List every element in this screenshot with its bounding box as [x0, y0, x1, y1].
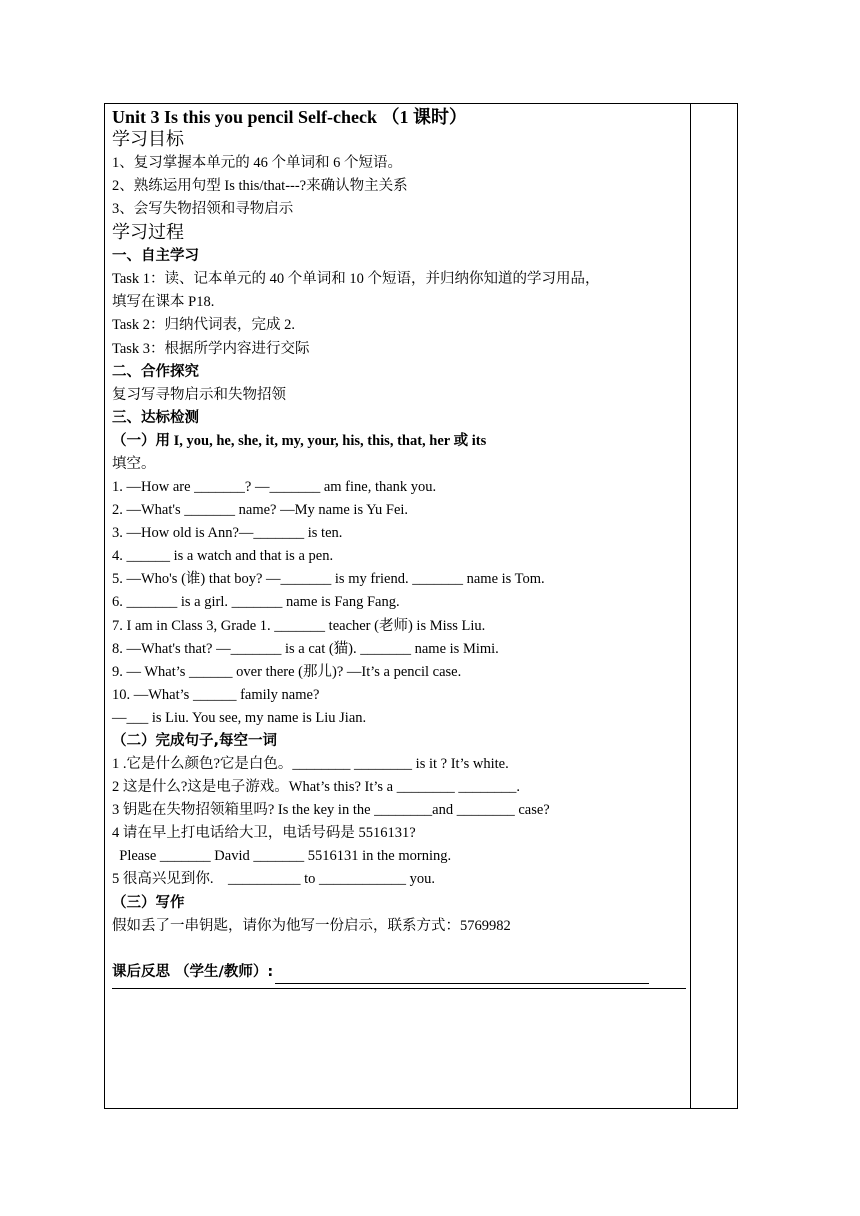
- section1-heading: 一、自主学习: [112, 248, 199, 265]
- reflection-row: [112, 960, 686, 984]
- goal-item: 3、会写失物招领和寻物启示: [112, 201, 294, 218]
- exercise-item: 9. — What’s ______ over there (那儿)? —It’s a pencil case.: [112, 663, 462, 680]
- part1-heading: （一）用 I, you, he, she, it, my, your, his, this, that, her 或 its: [112, 432, 487, 449]
- page-title: Unit 3 Is this you pencil Self-check （1 课时）: [112, 107, 468, 127]
- exercise-item: 8. —What's that? —_______ is a cat (猫). _______ name is Mimi.: [112, 640, 499, 657]
- exercise-item: 5. —Who's (谁) that boy? —_______ is my friend. _______ name is Tom.: [112, 571, 545, 588]
- sentence-item: 4 请在早上打电话给大卫，电话号码是 5516131?: [112, 825, 416, 842]
- sentence-item: 2 这是什么?这是电子游戏。What’s this? It’s a ________ ________.: [112, 779, 520, 796]
- part2-heading: （二）完成句子,每空一词: [112, 732, 278, 749]
- section3-heading: 三、达标检测: [112, 409, 199, 426]
- part1-instruction: 填空。: [112, 455, 156, 472]
- exercise-item: 7. I am in Class 3, Grade 1. _______ teacher (老师) is Miss Liu.: [112, 617, 486, 634]
- reflection-blank-line[interactable]: [275, 967, 649, 984]
- task-line: Task 2：归纳代词表，完成 2.: [112, 317, 296, 334]
- sentence-item: 5 很高兴见到你. __________ to ____________ you.: [112, 871, 436, 888]
- exercise-item: 6. _______ is a girl. _______ name is Fang Fang.: [112, 594, 400, 611]
- exercise-item: 10. —What’s ______ family name?: [112, 686, 320, 703]
- part3-text: 假如丢了一串钥匙，请你为他写一份启示，联系方式：5769982: [112, 917, 511, 934]
- task-line: 填写在课本 P18.: [112, 294, 215, 311]
- section2-text: 复习写寻物启示和失物招领: [112, 386, 286, 403]
- exercise-item: 1. —How are _______? —_______ am fine, thank you.: [112, 478, 437, 495]
- sentence-item: Please _______ David _______ 5516131 in the morning.: [112, 848, 452, 865]
- task-line: Task 1：读、记本单元的 40 个单词和 10 个短语，并归纳你知道的学习用品，: [112, 271, 600, 288]
- exercise-item: 2. —What's _______ name? —My name is Yu Fei.: [112, 502, 409, 519]
- sentence-item: 3 钥匙在失物招领箱里吗? Is the key in the ________and ________ case?: [112, 802, 550, 819]
- process-heading: 学习过程: [112, 222, 184, 244]
- document-body: [112, 106, 686, 989]
- reflection-full-line[interactable]: [112, 987, 686, 989]
- table-column-divider: [690, 103, 691, 1109]
- exercise-item: 4. ______ is a watch and that is a pen.: [112, 548, 334, 565]
- goal-item: 2、熟练运用句型 Is this/that---?来确认物主关系: [112, 178, 408, 195]
- goals-heading: 学习目标: [112, 129, 184, 150]
- exercise-item: —___ is Liu. You see, my name is Liu Jian.: [112, 709, 367, 726]
- part3-heading: （三）写作: [112, 894, 185, 911]
- section2-heading: 二、合作探究: [112, 363, 199, 380]
- sentence-item: 1 .它是什么颜色?它是白色。________ ________ is it ? It’s white.: [112, 755, 509, 772]
- reflection-label: 课后反思 （学生/教师）:: [112, 963, 274, 980]
- exercise-item: 3. —How old is Ann?—_______ is ten.: [112, 525, 343, 542]
- task-line: Task 3：根据所学内容进行交际: [112, 340, 310, 357]
- goal-item: 1、复习掌握本单元的 46 个单词和 6 个短语。: [112, 155, 402, 171]
